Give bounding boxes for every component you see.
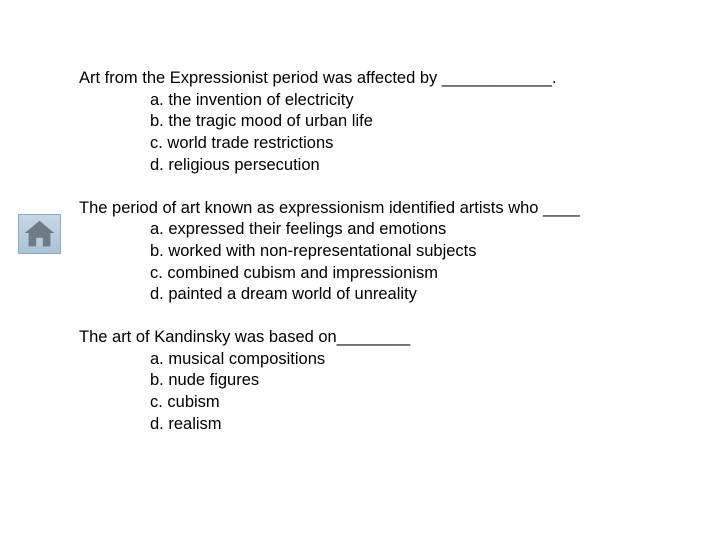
- answer-options: [79, 349, 699, 436]
- answer-option: a. the invention of electricity: [150, 90, 354, 109]
- question-2: [79, 198, 699, 307]
- answer-option: c. world trade restrictions: [150, 134, 334, 153]
- home-icon: [19, 215, 60, 253]
- answer-option: a. musical compositions: [150, 349, 326, 368]
- answer-option: a. expressed their feelings and emotions: [150, 220, 447, 239]
- question-text: Art from the Expressionist period was affected by ____________.: [79, 69, 557, 87]
- answer-option: b. nude figures: [150, 371, 260, 390]
- answer-option: d. realism: [150, 414, 222, 433]
- question-3: [79, 327, 699, 436]
- home-button[interactable]: [18, 214, 61, 254]
- answer-option: c. combined cubism and impressionism: [150, 263, 438, 282]
- answer-option: c. cubism: [150, 393, 220, 412]
- question-text: The period of art known as expressionism identified artists who ____: [79, 198, 580, 217]
- question-text: The art of Kandinsky was based on________: [79, 328, 411, 347]
- answer-option: b. worked with non-representational subjects: [150, 241, 477, 260]
- answer-options: [79, 90, 699, 177]
- answer-options: [79, 219, 699, 306]
- answer-option: d. religious persecution: [150, 155, 320, 174]
- quiz: [79, 68, 699, 457]
- question-1: [79, 68, 699, 177]
- answer-option: b. the tragic mood of urban life: [150, 112, 373, 131]
- answer-option: d. painted a dream world of unreality: [150, 285, 417, 304]
